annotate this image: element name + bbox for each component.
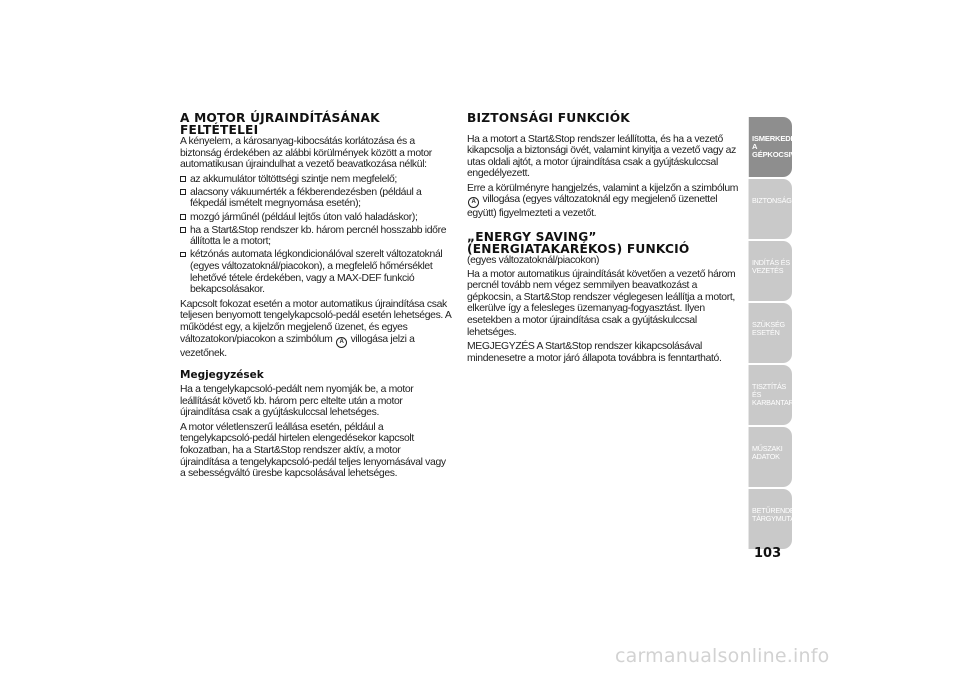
list-item: kétzónás automata légkondicionálóval szerelt változatoknál (egyes változatoknál/piacokon), a megfelelő hőmérséklet lehetővé tétele érdekében, vagy a MAX-DEF funkció bekapcsolásakor. [180, 249, 452, 295]
start-stop-icon: A [336, 337, 347, 348]
clutch-text-start: Kapcsolt fokozat esetén a motor automatikus újraindítása csak teljesen benyomott tengelykapcsoló-pedál esetén lehetséges. A működést egy, a kijelzőn megjelenő üzenet, és egyes változatokon/piacokon a szimbólum [180, 298, 451, 345]
clutch-text-end: villogása jelzi a vezetőnek. [180, 333, 415, 359]
safety-text-start: Erre a körülményre hangjelzés, valamint a kijelzőn a szimbólum [467, 182, 739, 194]
right-column [467, 113, 742, 367]
note-paragraph-2: A motor véletlenszerű leállása esetén, például a tengelykapcsoló-pedál hirtelen elengedésekor kapcsolt fokozatban, ha a Start&Stop rendszer aktív, a motor újraindítása a tengelykapcsoló-pedál teljes lenyomásával vagy a sebességváltó üresbe kapcsolásával lehetséges. [180, 421, 446, 480]
start-stop-icon: A [468, 197, 479, 208]
list-item: ha a Start&Stop rendszer kb. három percnél hosszabb időre állította le a motort; [180, 225, 452, 248]
safety-functions-heading: BIZTONSÁGI FUNKCIÓK [467, 111, 630, 125]
tab-technical-data[interactable]: MŰSZAKI ADATOK [748, 427, 792, 487]
chapter-tabs [748, 117, 807, 551]
restart-conditions-heading: A MOTOR ÚJRAINDÍTÁSÁNAK FELTÉTELEI [180, 111, 380, 137]
energy-paragraph-2: MEGJEGYZÉS A Start&Stop rendszer kikapcsolásával mindenesetre a motor járó állapota továbbra is fenntartható. [467, 341, 722, 364]
energy-saving-subtitle: (egyes változatoknál/piacokon) [467, 255, 600, 267]
safety-text-end: villogása (egyes változatoknál egy megjelenő üzenettel együtt) figyelmezteti a vezetőt. [467, 194, 718, 220]
tab-safety[interactable]: BIZTONSÁG [748, 179, 792, 239]
safety-paragraph-1: Ha a motort a Start&Stop rendszer leállította, és ha a vezető kikapcsolja a biztonsági övét, valamint kinyitja a vezető vagy az utas oldali ajtót, a motor újraindítása csak a gyújtáskulccsal engedélyezett. [467, 133, 736, 180]
tab-emergency[interactable]: SZÜKSÉG ESETÉN [748, 303, 792, 363]
list-item: mozgó járműnél (például lejtős úton való haladáskor); [180, 212, 452, 224]
note-paragraph-1: Ha a tengelykapcsoló-pedált nem nyomják be, a motor leállítását követő kb. három perc eltelte után a motor újraindítása csak a gyújtáskulccsal lehetséges. [180, 384, 414, 419]
safety-paragraph-2 [467, 183, 742, 220]
watermark: carmanualsonline.info [615, 645, 830, 667]
tab-index[interactable]: BETŰRENDES TÁRGYMUTATÓ [748, 489, 792, 549]
tab-starting-driving[interactable]: INDÍTÁS ÉS VEZETÉS [748, 241, 792, 301]
conditions-list [180, 174, 452, 296]
list-item: az akkumulátor töltöttségi szintje nem megfelelő; [180, 174, 452, 186]
page-number: 103 [754, 546, 782, 561]
clutch-paragraph [180, 299, 452, 359]
notes-heading: Megjegyzések [180, 369, 264, 382]
energy-paragraph-1: Ha a motor automatikus újraindítását követően a vezető három percnél tovább nem végez semmilyen beavatkozást a gépkocsin, a Start&Stop rendszer véglegesen leállítja a motort, elkerülve így a felesleges üzemanyag-fogyasztást. Ilyen esetekben a motor újraindítása csak a gyújtáskulccsal lehetséges. [467, 268, 736, 338]
list-item: alacsony vákuumérték a fékberendezésben (például a fékpedál ismételt megnyomása esetén); [180, 187, 452, 210]
tab-maintenance[interactable]: TISZTÍTÁS ÉS KARBANTARTÁS [748, 365, 792, 425]
tab-getting-to-know[interactable]: ISMERKEDÉS A GÉPKOCSIVAL [748, 117, 792, 177]
intro-paragraph: A kényelem, a károsanyag-kibocsátás korlátozása és a biztonság érdekében az alábbi körülmények között a motor automatikusan újraindulhat a vezető beavatkozása nélkül: [180, 136, 432, 171]
energy-saving-heading: „ENERGY SAVING” (ENERGIATAKARÉKOS) FUNKCIÓ [467, 230, 690, 256]
left-column [180, 113, 452, 483]
